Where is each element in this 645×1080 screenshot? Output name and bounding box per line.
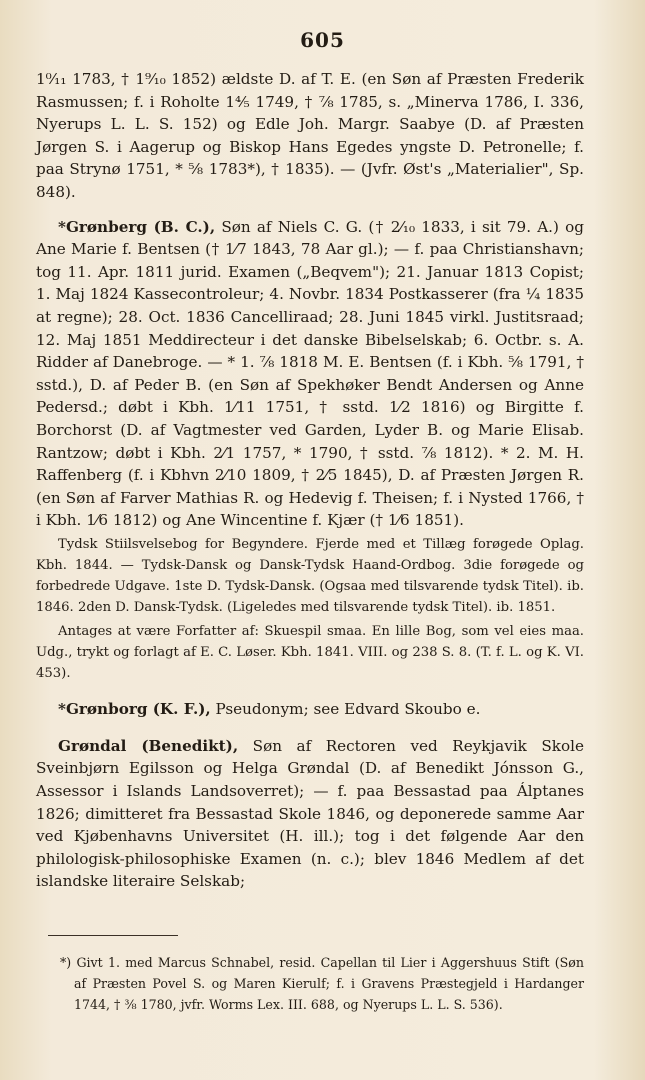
headword-grondal: Grøndal (Benedikt), [58, 736, 239, 755]
headword-gronberg: *Grønberg (B. C.), [58, 217, 216, 236]
entry-gronberg-body: Søn af Niels C. G. († 2⁄₁₀ 1833, i sit 79. A.) og Ane Marie f. Bentsen († 1⁄7 1843, 78 Aar gl.); — f. paa Christianshavn; tog 11. Apr. 1811 jurid. Examen („Beqvem"); 21. Januar 1813 Copist; 1. Maj 1824 Kassecontroleur; 4. Novbr. 1834 Postkasserer (fra ¼ 1835 at regne); 28. Oct. 1836 Cancelliraad; 28. Juni 1845 virkl. Justitsraad; 12. Maj 1851 Meddirecteur i det danske Bibelselskab; 6. Octbr. s. A. Ridder af Danebroge. — * 1. ⅞ 1818 M. E. Bentsen (f. i Kbh. ⅝ 1791, † sstd.), D. af Peder B. (en Søn af Spekhøker Bendt Andersen og Anne Pedersd.; døbt i Kbh. 1⁄11 1751, † sstd. 1⁄2 1816) og Birgitte f. Borchorst (D. af Vagtmester ved Garden, Lyder B. og Marie Elisab. Rantzow; døbt i Kbh. 2⁄1 1757, * 1790, † sstd. ⅞ 1812). * 2. M. H. Raffenberg (f. i Kbhvn 2⁄10 1809, † 2⁄5 1845), D. af Præsten Jørgen R. (en Søn af Farver Mathias R. og Hedevig f. Theisen; f. i Nysted 1766, † i Kbh. 1⁄6 1812) og Ane Wincentine f. Kjær († 1⁄6 1851). [36, 217, 584, 530]
entry-grondal [36, 735, 584, 893]
entry-gronborg [36, 698, 584, 721]
headword-gronborg: *Grønborg (K. F.), [58, 700, 211, 719]
entry-gronberg-works: Tydsk Stiilsvelsebog for Begyndere. Fjerde med et Tillæg forøgede Oplag. Kbh. 1844. — Tydsk-Dansk og Dansk-Tydsk Haand-Ordbog. 3die forøgede og forbedrede Udgave. 1ste D. Tydsk-Dansk. (Ogsaa med tilsvarende tydsk Titel). ib. 1846. 2den D. Dansk-Tydsk. (Ligeledes med tilsvarende tydsk Titel). ib. 1851. [36, 536, 584, 616]
entry-gronborg-body: Pseudonym; see Edvard Skoubo e. [210, 700, 481, 719]
entry-gronberg-attribution: Antages at være Forfatter af: Skuespil smaa. En lille Bog, som vel eies maa. Udg., trykt og forlagt af E. C. Løser. Kbh. 1841. VIII. og 238 S. 8. (T. f. L. og K. VI. 453). [36, 623, 584, 682]
footnote-text: *) Givt 1. med Marcus Schnabel, resid. Capellan til Lier i Aggershuus Stift (Søn af Præsten Povel S. og Maren Kierulf; f. i Gravens Præstegjeld i Hardanger 1744, † ⅜ 1780, jvfr. Worms Lex. III. 688, og Nyerups L. L. S. 536). [60, 955, 584, 1012]
entry-gronberg [36, 216, 584, 532]
page-number: 605 [300, 28, 345, 52]
footnote [60, 952, 584, 1015]
entry-grondal-body: Søn af Rectoren ved Reykjavik Skole Sveinbjørn Egilsson og Helga Grøndal (D. af Benedikt Jónsson G., Assessor i Islands Landsoverret); — f. paa Bessastad paa Álptanes 1826; dimitteret fra Bessastad Skole 1846, og deponerede samme Aar ved Kjøbenhavns Universitet (H. ill.); tog i det følgende Aar den philologisk-philosophiske Examen (n. c.); blev 1846 Medlem af det islandske literaire Selskab; [36, 736, 584, 891]
footnote-divider [48, 935, 178, 936]
continued-entry-paragraph: 1⁰⁄₁₁ 1783, † 1⁹⁄₁₀ 1852) ældste D. af T. E. (en Søn af Præsten Frederik Rasmussen; f. i Roholte 1⁴⁄₅ 1749, † ⅞ 1785, s. „Minerva 1786, I. 336, Nyerups L. L. S. 152) og Edle Joh. Margr. Saabye (D. af Præsten Jørgen S. i Aagerup og Biskop Hans Egedes yngste D. Petronelle; f. paa Strynø 1751, * ⅝ 1783*), † 1835). — (Jvfr. Øst's „Materialier", Sp. 848). [36, 70, 584, 201]
body-text [36, 68, 584, 893]
